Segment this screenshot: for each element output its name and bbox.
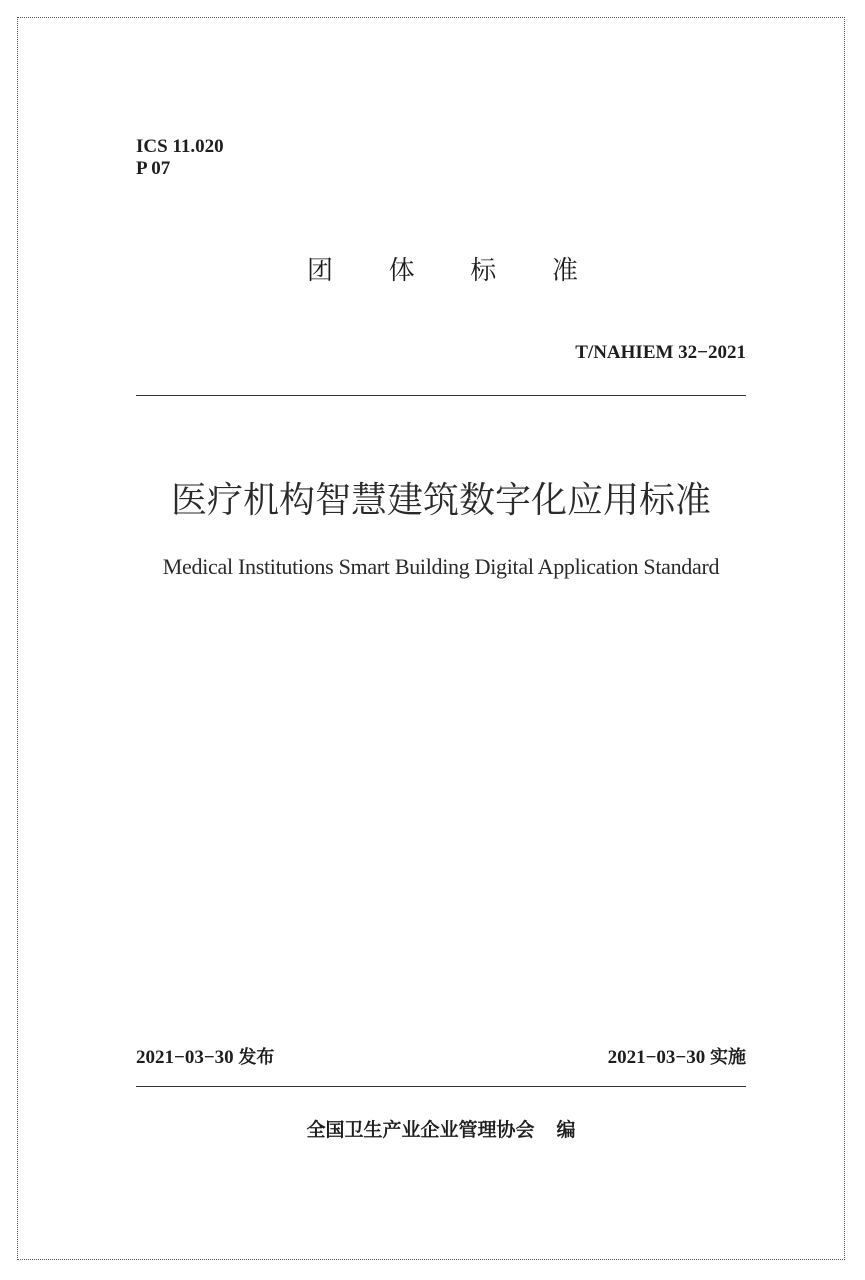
- standard-type-char: 团: [306, 256, 333, 286]
- ccs-code: P 07: [136, 158, 171, 179]
- standard-type-heading: [300, 251, 585, 291]
- classification-codes: [136, 136, 224, 180]
- title-chinese: 医疗机构智慧建筑数字化应用标准: [170, 480, 711, 521]
- publish-date: 2021−03−30: [136, 1047, 234, 1068]
- page-border: [17, 17, 845, 1260]
- publisher-role: 编: [556, 1119, 576, 1141]
- standard-type-char: 准: [551, 256, 578, 286]
- standard-number: T/NAHIEM 32−2021: [575, 342, 746, 363]
- ics-code: ICS 11.020: [136, 136, 224, 157]
- standard-type-char: 体: [388, 256, 415, 286]
- implement-date-line: [608, 1046, 746, 1070]
- implement-label: 实施: [710, 1047, 746, 1068]
- publisher-line: [136, 1116, 746, 1144]
- top-divider: [136, 395, 746, 396]
- publisher-name: 全国卫生产业企业管理协会: [306, 1119, 535, 1141]
- publish-date-line: [136, 1046, 274, 1070]
- title-english: Medical Institutions Smart Building Digital Application Standard: [162, 554, 720, 579]
- publish-label: 发布: [238, 1047, 275, 1068]
- bottom-divider: [136, 1086, 746, 1087]
- standard-type-char: 标: [470, 256, 497, 286]
- implement-date: 2021−03−30: [607, 1047, 706, 1068]
